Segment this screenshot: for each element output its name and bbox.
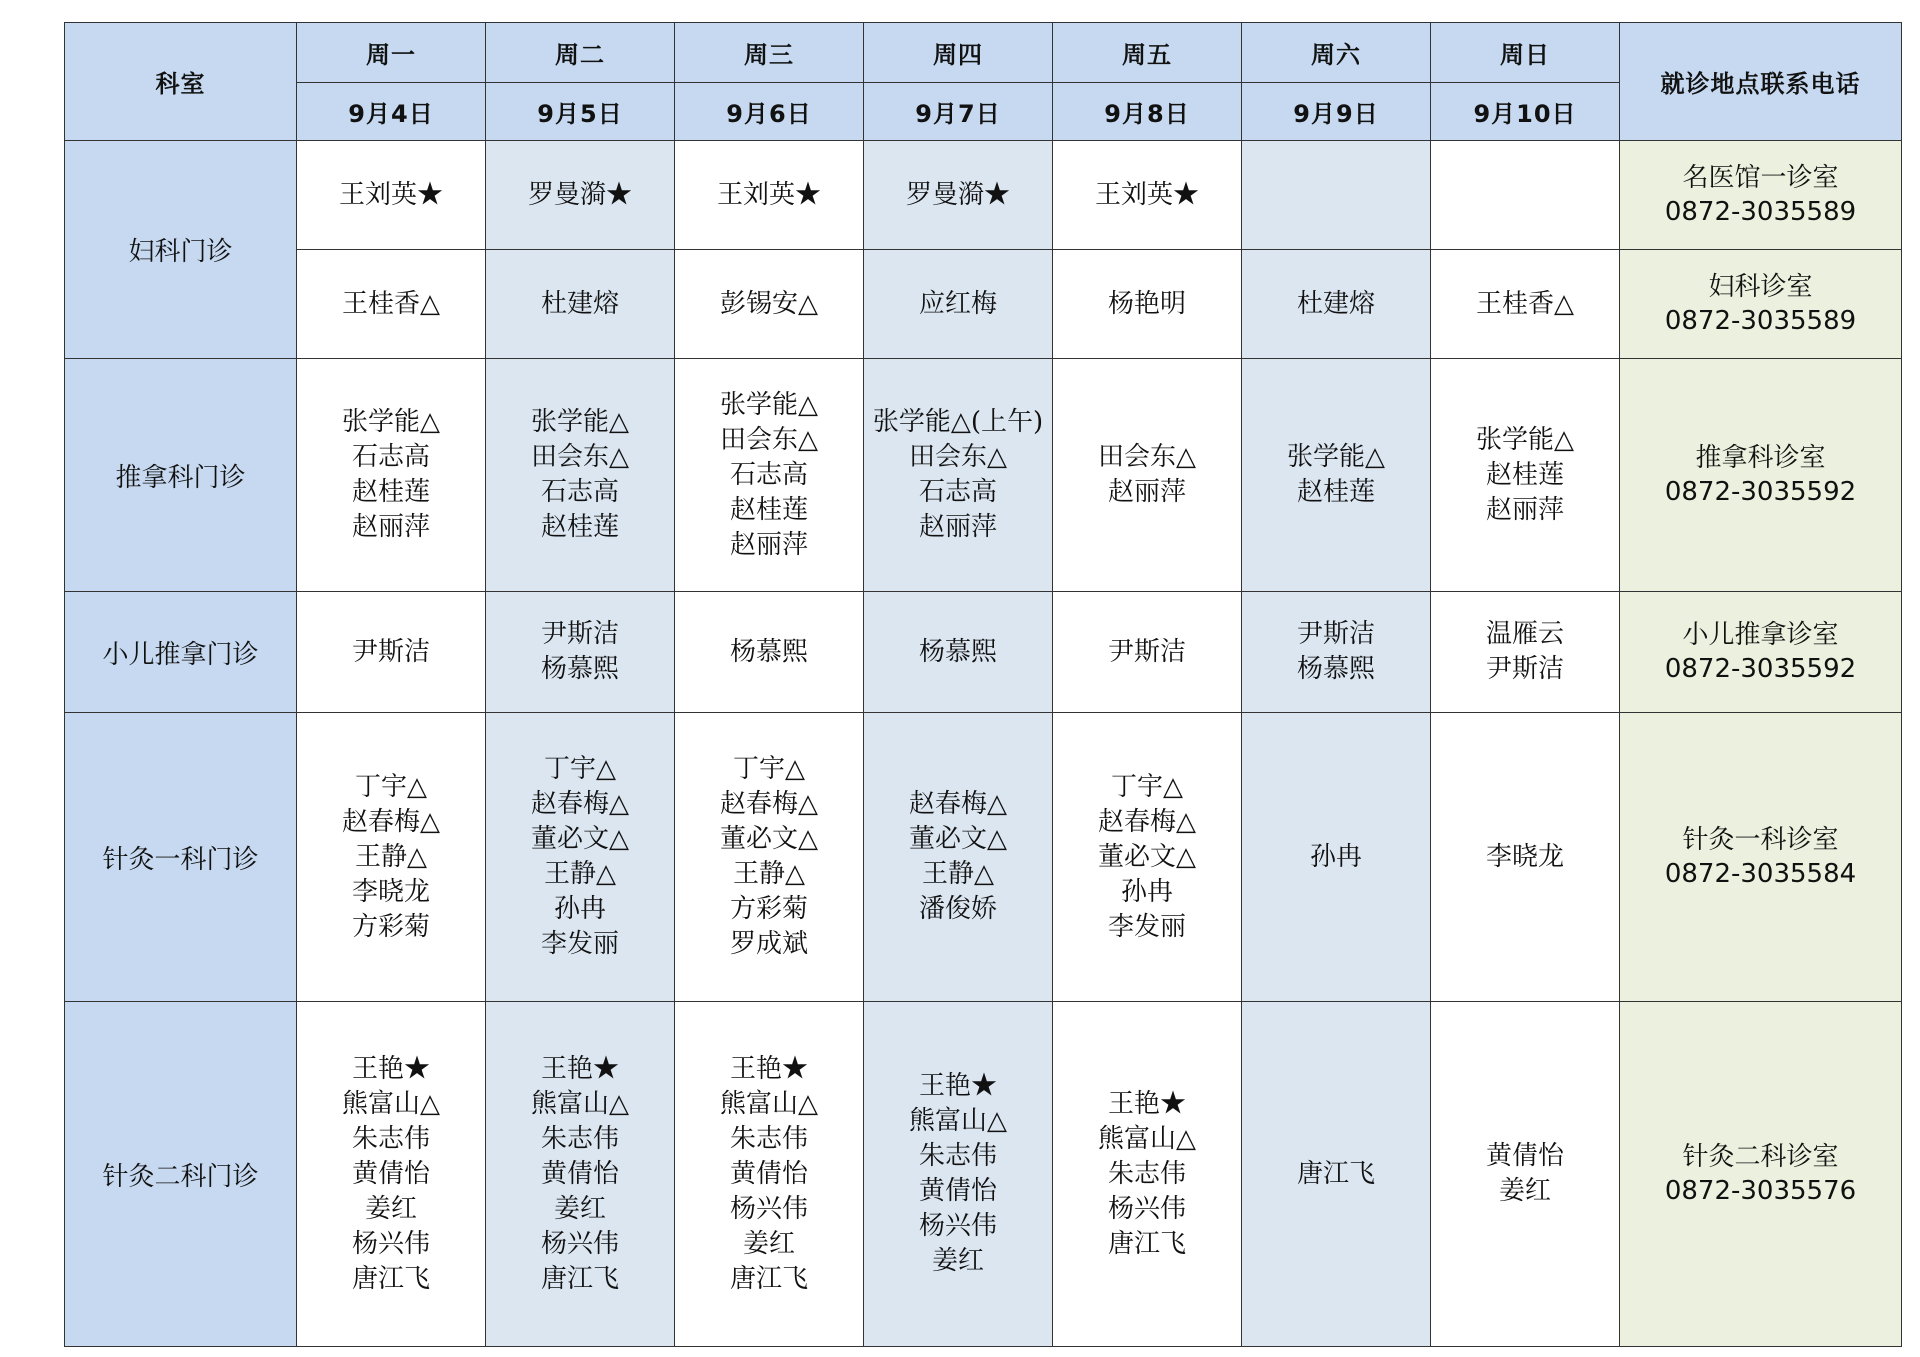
doctor-name: 朱志伟	[351, 1123, 430, 1154]
table-row	[65, 250, 1902, 359]
doctor-cell	[1053, 713, 1242, 1002]
doctor-name: 杜建熔	[540, 288, 619, 319]
doctor-name: 杨艳明	[1107, 288, 1186, 319]
doctor-name: 赵丽萍	[729, 529, 808, 560]
doctor-name: 熊富山△	[531, 1088, 629, 1119]
doctor-name: 丁宇△	[544, 754, 616, 784]
doctor-cell	[1053, 592, 1242, 713]
doctor-cell	[1053, 141, 1242, 250]
doctor-cell	[297, 250, 486, 359]
doctor-cell	[1431, 1002, 1620, 1347]
doctor-name: 尹斯洁	[1485, 654, 1564, 684]
doctor-name: 董必文△	[531, 824, 629, 854]
doctor-name: 尹斯洁	[1107, 636, 1186, 667]
date-header-mon: 9月4日	[297, 83, 486, 141]
doctor-name: 田会东△	[1098, 442, 1196, 472]
location-room: 妇科诊室	[1708, 272, 1813, 302]
doctor-name: 王艳★	[351, 1053, 430, 1084]
doctor-cell	[486, 1002, 675, 1347]
doctor-name: 王静△	[922, 859, 994, 889]
doctor-cell	[1431, 250, 1620, 359]
doctor-name: 姜红	[364, 1193, 417, 1224]
location-phone: 0872-3035589	[1664, 197, 1857, 227]
doctor-name: 孙冉	[1120, 876, 1173, 907]
doctor-cell	[486, 592, 675, 713]
doctor-cell	[1053, 250, 1242, 359]
doctor-name: 王艳★	[1107, 1088, 1186, 1119]
doctor-name: 张学能△	[1287, 442, 1385, 472]
doctor-cell	[675, 359, 864, 592]
location-cell	[1620, 359, 1902, 592]
doctor-name: 张学能△	[1476, 424, 1574, 455]
doctor-name: 赵桂莲	[1296, 477, 1375, 507]
doctor-cell	[1431, 141, 1620, 250]
doctor-cell	[1242, 141, 1431, 250]
doctor-name: 熊富山△	[909, 1106, 1007, 1136]
doctor-name: 王静△	[355, 841, 427, 872]
doctor-name: 熊富山△	[342, 1088, 440, 1119]
doctor-name: 杨慕熙	[540, 654, 619, 684]
doctor-cell	[1053, 1002, 1242, 1347]
table-header	[65, 23, 1902, 141]
doctor-name: 赵丽萍	[1485, 494, 1564, 525]
doctor-name: 黄倩怡	[351, 1158, 430, 1189]
doctor-name: 赵春梅△	[720, 789, 818, 819]
table-row	[65, 359, 1902, 592]
doctor-name: 唐江飞	[540, 1263, 619, 1294]
location-room: 推拿科诊室	[1695, 443, 1826, 473]
doctor-cell	[864, 359, 1053, 592]
location-room: 名医馆一诊室	[1682, 163, 1839, 193]
doctor-cell	[675, 141, 864, 250]
date-header-sun: 9月10日	[1431, 83, 1620, 141]
doctor-name: 王静△	[733, 859, 805, 889]
doctor-name: 孙冉	[553, 894, 606, 924]
location-column-header: 就诊地点联系电话	[1620, 23, 1902, 141]
doctor-name: 董必文△	[720, 824, 818, 854]
doctor-cell	[675, 592, 864, 713]
doctor-name: 石志高	[351, 442, 430, 472]
doctor-name: 方彩菊	[351, 911, 430, 942]
doctor-cell	[486, 713, 675, 1002]
location-cell	[1620, 1002, 1902, 1347]
doctor-cell	[297, 592, 486, 713]
location-phone: 0872-3035592	[1664, 477, 1857, 507]
doctor-name: 赵春梅△	[531, 789, 629, 819]
doctor-name: 孙冉	[1309, 841, 1362, 872]
doctor-cell	[864, 1002, 1053, 1347]
date-header-tue: 9月5日	[486, 83, 675, 141]
doctor-name: 潘俊娇	[918, 894, 997, 924]
doctor-name: 杨慕熙	[729, 636, 808, 667]
doctor-name: 尹斯洁	[351, 636, 430, 667]
doctor-name: 丁宇△	[733, 754, 805, 784]
doctor-cell	[1242, 250, 1431, 359]
doctor-name: 李晓龙	[1485, 841, 1564, 872]
date-header-thu: 9月7日	[864, 83, 1053, 141]
location-room: 针灸二科诊室	[1682, 1142, 1839, 1172]
doctor-name: 董必文△	[909, 824, 1007, 854]
doctor-name: 丁宇△	[355, 771, 427, 802]
doctor-name: 赵桂莲	[1485, 459, 1564, 490]
doctor-name: 石志高	[729, 459, 808, 490]
doctor-name: 李发丽	[540, 929, 619, 959]
doctor-name: 杨兴伟	[729, 1193, 808, 1224]
doctor-name: 赵丽萍	[1107, 477, 1186, 507]
dept-name-cell: 针灸一科门诊	[65, 713, 297, 1002]
doctor-name: 王刘英★	[716, 179, 821, 210]
doctor-name: 丁宇△	[1111, 771, 1183, 802]
location-phone: 0872-3035576	[1664, 1176, 1857, 1206]
doctor-name: 姜红	[553, 1193, 606, 1224]
doctor-cell	[297, 141, 486, 250]
weekday-header-fri: 周五	[1053, 23, 1242, 83]
doctor-name: 朱志伟	[1107, 1158, 1186, 1189]
doctor-name: 赵春梅△	[342, 806, 440, 837]
doctor-name: 赵桂莲	[540, 512, 619, 542]
doctor-name: 朱志伟	[918, 1141, 997, 1171]
doctor-name: 彭锡安△	[720, 288, 818, 319]
date-header-wed: 9月6日	[675, 83, 864, 141]
doctor-cell	[675, 1002, 864, 1347]
doctor-name: 唐江飞	[351, 1263, 430, 1294]
doctor-cell	[297, 1002, 486, 1347]
doctor-cell	[1053, 359, 1242, 592]
doctor-name: 王桂香△	[1476, 288, 1574, 319]
weekday-header-sat: 周六	[1242, 23, 1431, 83]
doctor-name: 赵桂莲	[729, 494, 808, 525]
doctor-name: 朱志伟	[540, 1123, 619, 1154]
doctor-name: 姜红	[742, 1228, 795, 1259]
doctor-name: 张学能△	[342, 407, 440, 437]
location-room: 小儿推拿诊室	[1682, 620, 1839, 650]
doctor-cell	[297, 713, 486, 1002]
table-body	[65, 141, 1902, 1347]
doctor-cell	[864, 141, 1053, 250]
doctor-name: 罗曼漪★	[905, 179, 1010, 210]
location-cell	[1620, 713, 1902, 1002]
weekday-header-tue: 周二	[486, 23, 675, 83]
doctor-name: 唐江飞	[729, 1263, 808, 1294]
doctor-name: 张学能△	[531, 407, 629, 437]
location-phone: 0872-3035592	[1664, 654, 1857, 684]
doctor-cell	[864, 713, 1053, 1002]
doctor-name: 温雁云	[1485, 619, 1564, 649]
doctor-name: 应红梅	[918, 288, 997, 319]
header-row-weekdays	[65, 23, 1902, 83]
doctor-name: 王刘英★	[338, 179, 443, 210]
doctor-name: 赵春梅△	[1098, 806, 1196, 837]
doctor-name: 黄倩怡	[729, 1158, 808, 1189]
table-row	[65, 141, 1902, 250]
doctor-name: 黄倩怡	[540, 1158, 619, 1189]
doctor-name: 田会东△	[909, 442, 1007, 472]
doctor-name: 朱志伟	[729, 1123, 808, 1154]
doctor-cell	[1431, 592, 1620, 713]
doctor-name: 王艳★	[540, 1053, 619, 1084]
doctor-name: 杨兴伟	[918, 1211, 997, 1241]
doctor-cell	[675, 250, 864, 359]
doctor-name: 杨慕熙	[1296, 654, 1375, 684]
weekday-header-thu: 周四	[864, 23, 1053, 83]
doctor-name: 赵春梅△	[909, 789, 1007, 819]
dept-name-cell: 小儿推拿门诊	[65, 592, 297, 713]
location-phone: 0872-3035584	[1664, 859, 1857, 889]
location-cell	[1620, 250, 1902, 359]
doctor-name: 张学能△	[720, 389, 818, 420]
weekday-header-sun: 周日	[1431, 23, 1620, 83]
dept-column-header: 科室	[65, 23, 297, 141]
doctor-name: 方彩菊	[729, 894, 808, 924]
table-row	[65, 713, 1902, 1002]
doctor-cell	[486, 250, 675, 359]
doctor-cell	[297, 359, 486, 592]
date-header-fri: 9月8日	[1053, 83, 1242, 141]
doctor-cell	[486, 359, 675, 592]
doctor-name: 赵桂莲	[351, 477, 430, 507]
doctor-name: 唐江飞	[1296, 1158, 1375, 1189]
doctor-name: 石志高	[540, 477, 619, 507]
doctor-name: 姜红	[1498, 1176, 1551, 1206]
doctor-name: 杜建熔	[1296, 288, 1375, 319]
location-phone: 0872-3035589	[1664, 306, 1857, 336]
doctor-name: 杨兴伟	[540, 1228, 619, 1259]
doctor-name: 王静△	[544, 859, 616, 889]
doctor-name: 罗曼漪★	[527, 179, 632, 210]
doctor-cell	[864, 592, 1053, 713]
doctor-name: 王艳★	[918, 1071, 997, 1101]
date-header-sat: 9月9日	[1242, 83, 1431, 141]
doctor-name: 杨兴伟	[1107, 1193, 1186, 1224]
doctor-name: 熊富山△	[720, 1088, 818, 1119]
doctor-name: 熊富山△	[1098, 1123, 1196, 1154]
doctor-name: 田会东△	[531, 442, 629, 472]
doctor-name: 王桂香△	[342, 288, 440, 319]
location-cell	[1620, 592, 1902, 713]
table-row	[65, 1002, 1902, 1347]
doctor-name: 田会东△	[720, 424, 818, 455]
doctor-name: 石志高	[918, 477, 997, 507]
doctor-name: 黄倩怡	[1485, 1141, 1564, 1171]
dept-name-cell: 针灸二科门诊	[65, 1002, 297, 1347]
doctor-name: 杨兴伟	[351, 1228, 430, 1259]
doctor-name: 王艳★	[729, 1053, 808, 1084]
doctor-cell	[1242, 359, 1431, 592]
doctor-name: 罗成斌	[729, 929, 808, 959]
doctor-cell	[864, 250, 1053, 359]
duty-schedule-table	[64, 22, 1902, 1347]
doctor-name: 赵丽萍	[918, 512, 997, 542]
doctor-name: 李发丽	[1107, 911, 1186, 942]
weekday-header-mon: 周一	[297, 23, 486, 83]
table-row	[65, 592, 1902, 713]
doctor-name: 唐江飞	[1107, 1228, 1186, 1259]
doctor-cell	[1242, 592, 1431, 713]
doctor-cell	[486, 141, 675, 250]
doctor-name: 赵丽萍	[351, 512, 430, 542]
location-cell	[1620, 141, 1902, 250]
weekday-header-wed: 周三	[675, 23, 864, 83]
doctor-name: 姜红	[931, 1246, 984, 1276]
doctor-name: 尹斯洁	[1296, 619, 1375, 649]
doctor-cell	[675, 713, 864, 1002]
doctor-name: 杨慕熙	[918, 636, 997, 667]
doctor-name: 张学能△(上午)	[872, 407, 1044, 437]
doctor-cell	[1242, 1002, 1431, 1347]
doctor-cell	[1242, 713, 1431, 1002]
location-room: 针灸一科诊室	[1682, 825, 1839, 855]
dept-name-cell: 妇科门诊	[65, 141, 297, 359]
dept-name-cell: 推拿科门诊	[65, 359, 297, 592]
doctor-name: 董必文△	[1098, 841, 1196, 872]
doctor-name: 李晓龙	[351, 876, 430, 907]
doctor-name: 黄倩怡	[918, 1176, 997, 1206]
doctor-cell	[1431, 359, 1620, 592]
doctor-name: 尹斯洁	[540, 619, 619, 649]
doctor-name: 王刘英★	[1094, 179, 1199, 210]
doctor-cell	[1431, 713, 1620, 1002]
